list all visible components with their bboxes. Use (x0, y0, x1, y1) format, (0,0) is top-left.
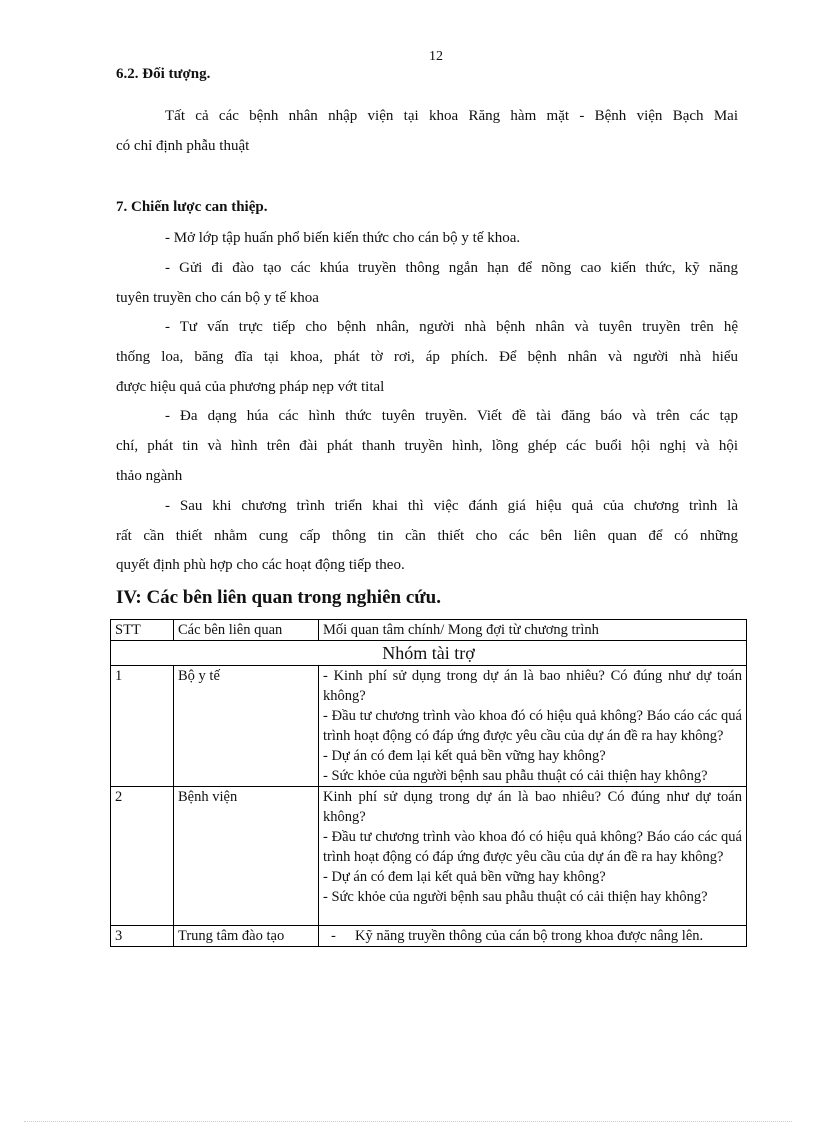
section-6-2-para-line2: có chỉ định phẫu thuật (116, 138, 250, 154)
concern-line: - Kinh phí sử dụng trong dự án là bao nhiêu? Có đúng như dự toán không? (323, 668, 742, 704)
row-party: Bệnh viện (174, 787, 319, 926)
concern-line: Kỹ năng truyền thông của cán bộ trong khoa được nâng lên. (355, 928, 704, 944)
group-label: Nhóm tài trợ (111, 641, 747, 666)
row-concerns (319, 926, 747, 947)
concern-list-item (323, 926, 742, 946)
strategy-line: rất cần thiết nhằm cung cấp thông tin cần thiết cho các bên liên quan để có những (116, 528, 738, 544)
dash-bullet: - (331, 928, 336, 944)
concern-line: - Dự án có đem lại kết quả bền vững hay không? (323, 748, 606, 764)
section-7-heading: 7. Chiến lược can thiệp. (116, 199, 268, 215)
row-party: Bộ y tế (174, 666, 319, 787)
row-party: Trung tâm đào tạo (174, 926, 319, 947)
row-stt: 3 (111, 926, 174, 947)
section-iv-heading: IV: Các bên liên quan trong nghiên cứu. (116, 587, 441, 608)
concern-line: - Đầu tư chương trình vào khoa đó có hiệu quả không? Báo cáo các quá trình hoạt động có đáp ứng được yêu cầu của dự án đề ra hay không? (323, 829, 742, 865)
strategy-line: - Tư vấn trực tiếp cho bệnh nhân, người nhà bệnh nhân và tuyên truyền trên hệ (165, 319, 738, 335)
table-row (111, 926, 747, 947)
strategy-line: được hiệu quả của phương pháp nẹp vớt tital (116, 379, 385, 395)
concern-line: - Sức khỏe của người bệnh sau phẫu thuật có cải thiện hay không? (323, 768, 708, 784)
row-concerns (319, 787, 747, 926)
strategy-line: tuyên truyền cho cán bộ y tế khoa (116, 290, 319, 306)
section-6-2-heading: 6.2. Đối tượng. (116, 66, 211, 82)
table-row (111, 787, 747, 926)
row-stt: 2 (111, 787, 174, 926)
concern-line: - Sức khỏe của người bệnh sau phẫu thuật có cải thiện hay không? (323, 889, 708, 905)
concern-line: Kinh phí sử dụng trong dự án là bao nhiêu? Có đúng như dự toán không? (323, 789, 742, 825)
table-header-row (111, 620, 747, 641)
table-group-row (111, 641, 747, 666)
page-bottom-divider (24, 1121, 792, 1122)
stakeholder-table (110, 619, 747, 947)
strategy-line: - Gửi đi đào tạo các khúa truyền thông ngắn hạn để nõng cao kiến thức, kỹ năng (165, 260, 738, 276)
strategy-line: chí, phát tin và hình trên đài phát thanh truyền hình, lồng ghép các buổi hội nghị và hội (116, 438, 738, 454)
row-stt: 1 (111, 666, 174, 787)
header-party: Các bên liên quan (174, 620, 319, 641)
concern-line: - Đầu tư chương trình vào khoa đó có hiệu quả không? Báo cáo các quá trình hoạt động có đáp ứng được yêu cầu của dự án đề ra hay không? (323, 708, 742, 744)
concern-line: - Dự án có đem lại kết quả bền vững hay không? (323, 869, 606, 885)
strategy-line: quyết định phù hợp cho các hoạt động tiếp theo. (116, 557, 405, 573)
strategy-line: thảo ngành (116, 468, 183, 484)
page-number: 12 (429, 49, 443, 64)
table-row (111, 666, 747, 787)
header-stt: STT (111, 620, 174, 641)
header-concern: Mối quan tâm chính/ Mong đợi từ chương trình (319, 620, 747, 641)
section-6-2-para-line1: Tất cả các bệnh nhân nhập viện tại khoa Răng hàm mặt - Bệnh viện Bạch Mai (165, 108, 738, 124)
strategy-line: - Mở lớp tập huấn phổ biến kiến thức cho cán bộ y tế khoa. (165, 230, 521, 246)
strategy-line: - Đa dạng húa các hình thức tuyên truyền. Viết đề tài đăng báo và trên các tạp (165, 408, 738, 424)
row-concerns (319, 666, 747, 787)
strategy-line: thống loa, băng đĩa tại khoa, phát tờ rơi, áp phích. Để bệnh nhân và người nhà hiểu (116, 349, 738, 365)
strategy-line: - Sau khi chương trình triển khai thì việc đánh giá hiệu quả của chương trình là (165, 498, 738, 514)
